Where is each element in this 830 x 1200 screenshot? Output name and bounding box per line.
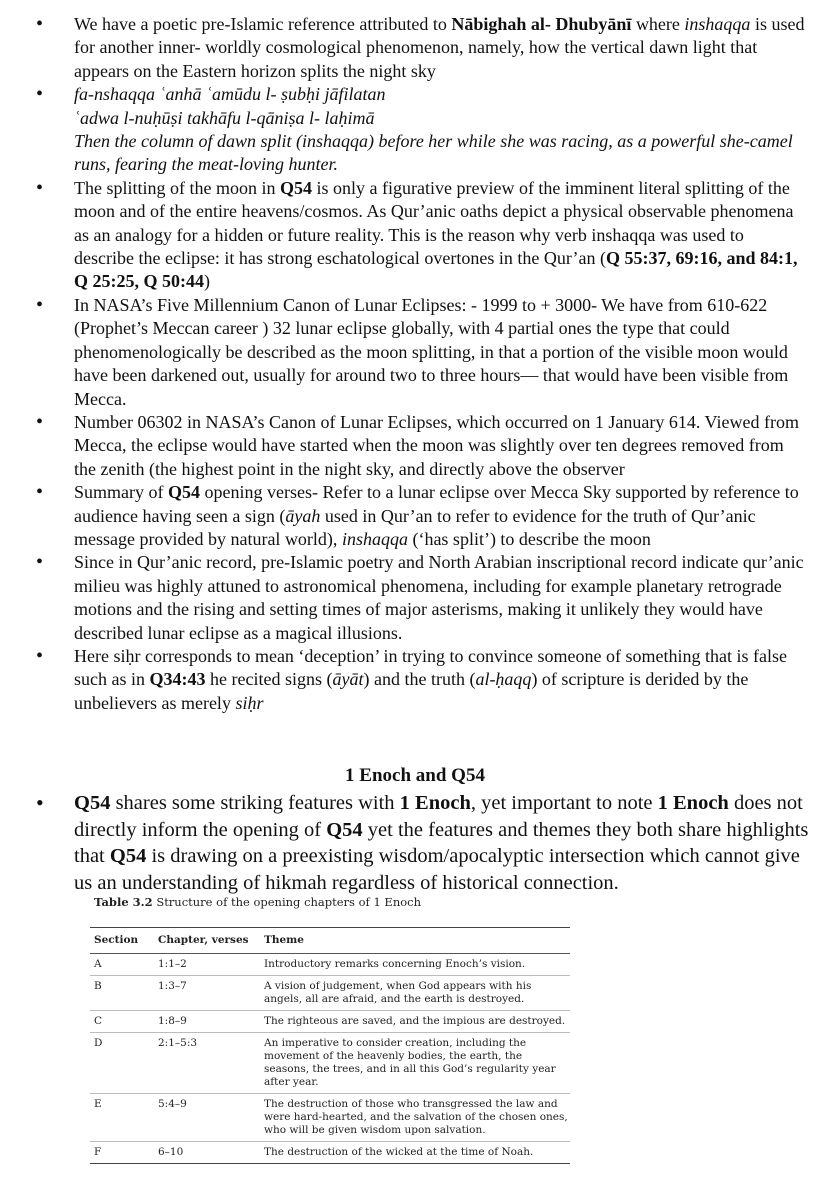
section-heading: 1 Enoch and Q54 <box>345 765 485 786</box>
poem-translation: Then the column of dawn split (inshaqqa) before her while she was racing, as a powerful she-camel runs, fearing the meat-loving hunter. <box>74 131 793 175</box>
text-run: In NASA’s Five Millennium Canon of Lunar Eclipses: - 1999 to + 3000- We have from 610-622 (Prophet’s Meccan career ) 32 lunar eclipse globally, with 4 partial ones the type that could phenomenologically be described as the moon splitting, in that a portion of the visible moon would have been darkened out, usually for around two to three hours— that would have been visible from Mecca. <box>74 294 789 409</box>
italic-text: inshaqqa <box>684 14 751 34</box>
text-run: ) <box>204 271 210 292</box>
text-run: Summary of <box>74 482 168 503</box>
italic-text: inshaqqa <box>341 528 408 549</box>
table-cell: 1:1–2 <box>158 958 187 970</box>
table-row <box>90 1094 570 1142</box>
column-header: Theme <box>260 928 570 954</box>
enoch-bullet-list <box>0 790 830 896</box>
bold-text: Q54 <box>326 818 363 841</box>
table-caption <box>94 895 570 909</box>
table-cell: C <box>90 1011 154 1033</box>
text-run: Number 06302 in NASA’s Canon of Lunar Eclipses, which occurred on 1 January 614. Viewed from Mecca, the eclipse would have started when the moon was slightly over ten degrees removed from the zenith (the highest point in the night sky, and directly above the observer <box>74 411 799 479</box>
table-cell: 6–10 <box>154 1142 260 1164</box>
text-run: used in Qur’an to refer to evidence for the truth of Qur’anic message provided by natural world), <box>74 505 756 549</box>
table-cell: B <box>90 976 154 1011</box>
text-run: is used for another inner- worldly cosmological phenomenon, namely, how the vertical dawn light that appears on the Eastern horizon splits the night sky <box>74 14 805 81</box>
table-header-row <box>90 928 570 954</box>
bold-text: Q54 <box>74 792 111 814</box>
table-row <box>90 954 570 976</box>
italic-text: siḥr <box>235 692 264 713</box>
bold-text: 1 Enoch <box>657 792 729 814</box>
bullet-item <box>0 411 830 481</box>
text-run: (‘has split’) to describe the moon <box>407 528 651 549</box>
text-run: where <box>631 14 685 34</box>
bullet-item <box>0 790 830 896</box>
table-cell: Introductory remarks concerning Enoch’s vision. <box>264 958 526 970</box>
notes-bullet-list <box>0 13 830 715</box>
italic-text: āyāt <box>332 669 364 690</box>
table-cell: D <box>90 1033 154 1094</box>
text-run: is drawing on a preexisting wisdom/apocalyptic intersection which cannot give us an understanding of hikmah regardless of historical connection. <box>74 845 800 894</box>
text-run: ) of scripture is derided by the unbelievers as merely <box>74 669 749 713</box>
poem-line: ʿadwa l-nuḥūṣi takhāfu l-qāniṣa l- laḥimā <box>74 107 375 128</box>
table-row <box>90 1033 570 1094</box>
italic-text: al-ḥaqq <box>475 669 532 690</box>
table-row <box>90 1142 570 1164</box>
text-run: does not directly inform the opening of <box>74 792 803 841</box>
table-cell: The destruction of those who transgressed the law and were hard-hearted, and the salvation of the chosen ones, who will be given wisdom upon salvation. <box>260 1094 570 1142</box>
bold-text: Q 55:37, 69:16, and 84:1, Q 25:25, Q 50:44 <box>74 248 798 292</box>
poem-line: fa-nshaqqa ʿanhā ʿamūdu l- ṣubḥi jāfilatan <box>74 84 386 105</box>
text-run: , yet important to note <box>470 792 658 814</box>
table-cell: A vision of judgement, when God appears with his angels, all are afraid, and the earth is destroyed. <box>260 976 570 1011</box>
text-run: ) and the truth ( <box>363 669 476 690</box>
bold-text: 1 Enoch <box>399 792 471 814</box>
column-header: Chapter, verses <box>154 928 260 954</box>
table-cell: An imperative to consider creation, including the movement of the heavenly bodies, the earth, the seasons, the trees, and in all this God’s regularity year after year. <box>260 1033 570 1094</box>
text-run: he recited signs ( <box>205 669 333 690</box>
bullet-item <box>0 294 830 411</box>
table-cell: 1:8–9 <box>154 1011 260 1033</box>
bullet-item <box>0 177 830 294</box>
text-run: is only a figurative preview of the imminent literal splitting of the moon and of the entire heavens/cosmos. As Qur’anic oaths depict a physical observable phenomena as an analogy for a hidden or future reality. This is the reason why verb inshaqqa was used to describe the eclipse: it has strong eschatological overtones in the Qur’an ( <box>74 177 794 269</box>
table-cell: The righteous are saved, and the impious are destroyed. <box>260 1011 570 1033</box>
table-cell: A <box>94 958 102 970</box>
table-cell: 5:4–9 <box>154 1094 260 1142</box>
bullet-item <box>0 481 830 551</box>
italic-text: āyah <box>285 505 321 526</box>
table-cell: F <box>90 1142 154 1164</box>
text-run: Since in Qur’anic record, pre-Islamic poetry and North Arabian inscriptional record indicate qur’anic milieu was highly attuned to astronomical phenomena, including for example planetary retrograde motions and the rising and setting times of major asterisms, making it unlikely they would have described lunar eclipse as a magical illusions. <box>74 552 804 643</box>
bold-text: Nābighah al- Dhubyānī <box>451 14 632 34</box>
bullet-item <box>0 551 830 645</box>
bullet-item-poem <box>0 83 830 177</box>
bullet-item <box>0 13 830 83</box>
table-caption-label: Table 3.2 <box>94 895 153 909</box>
table-cell: E <box>90 1094 154 1142</box>
text-run: opening verses- Refer to a lunar eclipse over Mecca Sky supported by reference to audience having seen a sign ( <box>74 482 799 526</box>
table-row <box>90 1011 570 1033</box>
text-run: The splitting of the moon in <box>74 177 280 198</box>
text-run: shares some striking features with <box>110 792 400 814</box>
enoch-structure-table <box>90 927 570 1164</box>
table-row <box>90 976 570 1011</box>
table-caption-text: Structure of the opening chapters of 1 Enoch <box>156 895 421 909</box>
bold-text: Q54 <box>279 177 312 198</box>
bold-text: Q54 <box>168 482 201 503</box>
table-figure <box>90 895 570 1164</box>
table-cell: 1:3–7 <box>154 976 260 1011</box>
table-cell: 2:1–5:3 <box>154 1033 260 1094</box>
text-run: yet the features and themes they both share highlights that <box>74 818 809 867</box>
column-header: Section <box>90 928 154 954</box>
bold-text: Q34:43 <box>149 669 206 690</box>
text-run: We have a poetic pre-Islamic reference attributed to <box>74 14 452 34</box>
bullet-item <box>0 645 830 715</box>
bold-text: Q54 <box>109 845 147 867</box>
text-run: Here siḥr corresponds to mean ‘deception’ in trying to convince someone of something that is false such as in <box>74 645 787 690</box>
table-cell: The destruction of the wicked at the time of Noah. <box>260 1142 570 1164</box>
